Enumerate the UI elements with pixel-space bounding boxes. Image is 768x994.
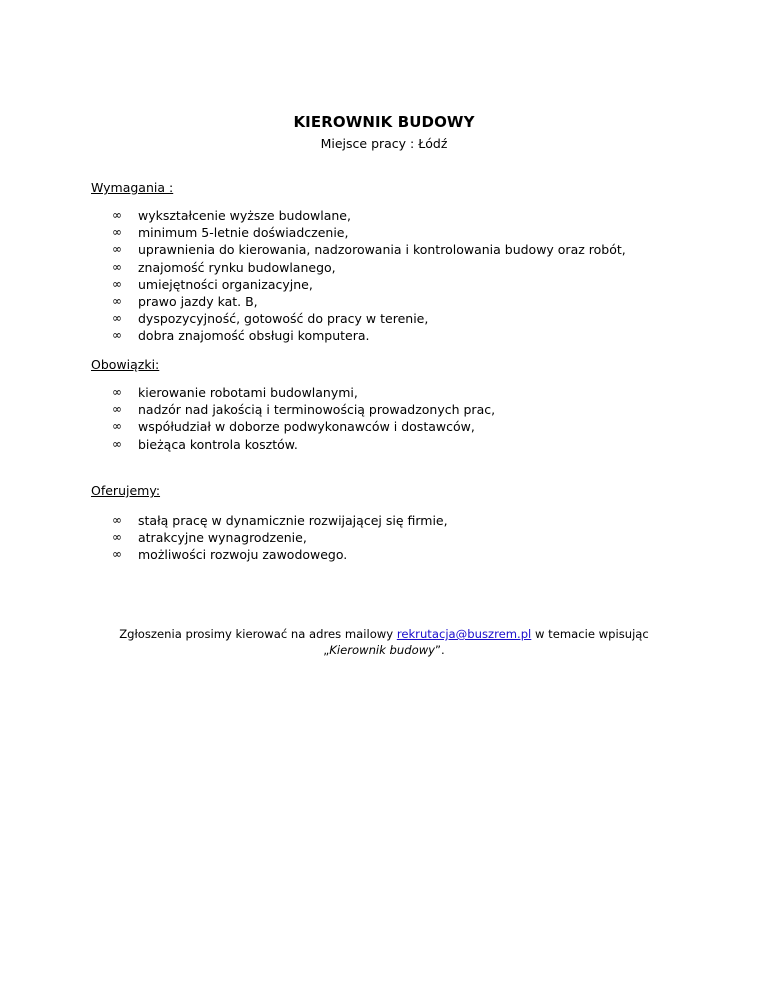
infinity-bullet-icon: ∞ [112, 513, 122, 527]
infinity-bullet-icon: ∞ [112, 419, 122, 434]
email-subject: Kierownik budowy [329, 643, 436, 657]
infinity-bullet-icon: ∞ [112, 208, 122, 222]
list-item: ∞ znajomość rynku budowlanego, [112, 259, 336, 275]
list-item: ∞ minimum 5-letnie doświadczenie, [112, 225, 349, 241]
list-item: ∞ prawo jazdy kat. B, [112, 293, 258, 309]
email-link[interactable]: rekrutacja@buszrem.pl [396, 627, 532, 641]
list-item: ∞ bieżąca kontrola kosztów. [112, 436, 298, 452]
infinity-bullet-icon: ∞ [112, 311, 122, 326]
infinity-bullet-icon: ∞ [112, 436, 122, 451]
quote-open: „ [323, 643, 330, 657]
infinity-bullet-icon: ∞ [112, 328, 122, 343]
infinity-bullet-icon: ∞ [112, 259, 122, 274]
section-heading-offer: Oferujemy: [91, 483, 161, 498]
list-item: ∞ stałą pracę w dynamicznie rozwijającej się firmie, [112, 513, 448, 528]
list-item: ∞ uprawnienia do kierowania, nadzorowania i kontrolowania budowy oraz robót, [112, 242, 626, 258]
list-item: ∞ dyspozycyjność, gotowość do pracy w terenie, [112, 311, 429, 327]
infinity-bullet-icon: ∞ [112, 293, 122, 308]
section-heading-duties: Obowiązki: [91, 357, 160, 372]
infinity-bullet-icon: ∞ [112, 385, 122, 399]
quote-close: ”. [435, 643, 445, 657]
requirements-list [112, 207, 626, 345]
list-item: ∞ współudział w doborze podwykonawców i dostawców, [112, 419, 475, 435]
job-location: Miejsce pracy : Łódź [320, 136, 448, 151]
list-item: ∞ atrakcyjne wynagrodzenie, [112, 530, 307, 546]
list-item: ∞ kierowanie robotami budowlanymi, [112, 385, 358, 400]
section-heading-requirements: Wymagania : [91, 180, 174, 195]
infinity-bullet-icon: ∞ [112, 276, 122, 291]
offer-list [112, 512, 448, 564]
application-instructions [0, 626, 768, 658]
duties-list [112, 384, 495, 453]
footer-text-after: w temacie wpisując [531, 627, 649, 641]
list-item: ∞ nadzór nad jakością i terminowością prowadzonych prac, [112, 402, 496, 418]
list-item: ∞ wykształcenie wyższe budowlane, [112, 208, 351, 223]
page-title: KIEROWNIK BUDOWY [293, 113, 475, 131]
infinity-bullet-icon: ∞ [112, 530, 122, 545]
footer-text-before: Zgłoszenia prosimy kierować na adres mailowy [119, 627, 397, 641]
list-item: ∞ możliwości rozwoju zawodowego. [112, 547, 348, 563]
infinity-bullet-icon: ∞ [112, 242, 122, 257]
list-item: ∞ umiejętności organizacyjne, [112, 276, 313, 292]
infinity-bullet-icon: ∞ [112, 402, 122, 417]
list-item: ∞ dobra znajomość obsługi komputera. [112, 328, 370, 344]
infinity-bullet-icon: ∞ [112, 225, 122, 240]
infinity-bullet-icon: ∞ [112, 547, 122, 562]
